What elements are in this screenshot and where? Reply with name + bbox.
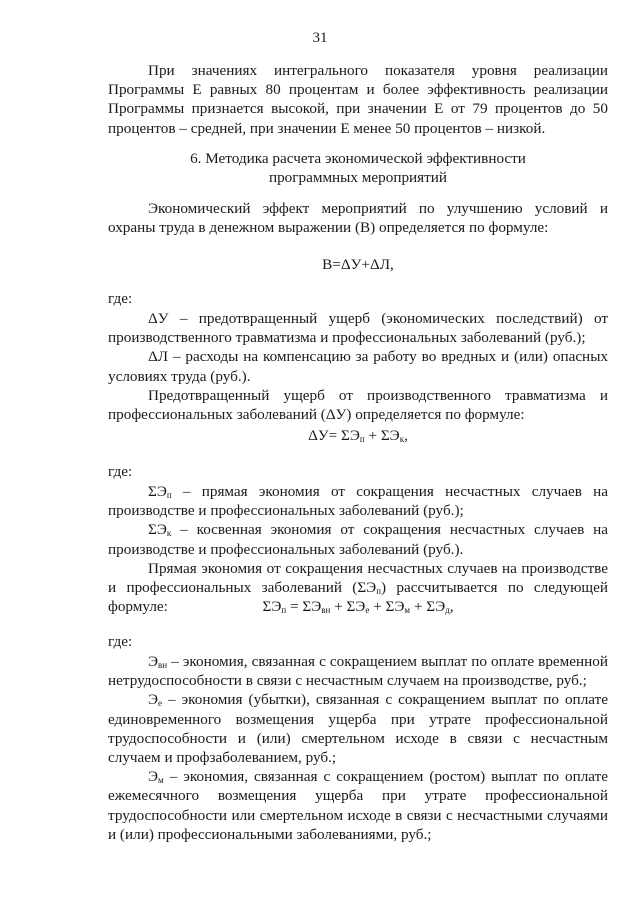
formula-effect: В=ΔУ+ΔЛ, (322, 256, 394, 273)
direct-savings-text: Прямая экономия от сокращения несчастных случаев на производстве и профессиональных заболеваний $(\Sigma Э_п)$ рассчитывается по следующей формуле: (108, 559, 608, 616)
section-title-line-2: программных мероприятий (268, 169, 448, 187)
definitions-block-2 (108, 482, 608, 616)
page-number: 31 (312, 30, 328, 46)
section-title-line-1: 6. Методика расчета экономической эффективности (190, 150, 526, 167)
where-label-2: где: (108, 463, 133, 480)
definition-e-vn: $Э_{вн}$ – экономия, связанная с сокращением выплат по оплате временной нетрудоспособности в связи с несчастным случаем на производстве, руб.; (108, 653, 608, 690)
definition-sum-ek: $\Sigma Э_к$ – косвенная экономия от сокращения несчастных случаев на производстве и профессиональных заболеваний (руб.). (108, 521, 608, 558)
formula-prevented-damage: $\Delta У= \Sigma Э_п + \Sigma Э_к$, (308, 427, 408, 444)
definition-sum-ep: $\Sigma Э_п$ – прямая экономия от сокращения несчастных случаев на производстве и профессиональных заболеваний (руб.); (108, 483, 608, 520)
definition-delta-l: ΔЛ – расходы на компенсацию за работу во вредных и (или) опасных условиях труда (руб.). (108, 348, 608, 385)
prevented-damage-text: Предотвращенный ущерб от производственного травматизма и профессиональных заболеваний (ΔУ) определяется по формуле: (108, 386, 608, 424)
effect-text: Экономический эффект мероприятий по улучшению условий и охраны труда в денежном выражении (В) определяется по формуле: (108, 200, 608, 237)
intro-text: При значениях интегрального показателя уровня реализации Программы Е равных 80 процентам и более эффективность реализации Программы признается высокой, при значении Е от 79 процентов до 50 процентов – средней, при значении Е менее 50 процентов – низкой. (108, 62, 608, 137)
where-label-3: где: (108, 633, 133, 650)
intro-paragraph (108, 61, 608, 138)
where-label-1: где: (108, 290, 133, 307)
definitions-block-1 (108, 309, 608, 424)
definition-e-e: $Э_е$ – экономия (убытки), связанная с сокращением выплат по оплате единовременного возмещения ущерба при утрате профессиональной трудоспособности и (или) смертельном исходе в связи с несчастным случаем и профзаболеванием, руб.; (108, 691, 608, 767)
definition-e-m: $Э_м$ – экономия, связанная с сокращением (ростом) выплат по оплате ежемесячного возмещения ущерба при утрате профессиональной трудоспособности или смертельном исходе в связи с несчастными случаями и (или) профессиональными заболеваниями, руб.; (108, 768, 608, 843)
definition-delta-u: ΔУ – предотвращенный ущерб (экономических последствий) от производственного травматизма и профессиональных заболеваний (руб.); (108, 310, 608, 347)
effect-paragraph (108, 199, 608, 237)
formula-direct-savings: $\Sigma Э_п = \Sigma Э_{вн} + \Sigma Э_е + \Sigma Э_м + \Sigma Э_д$, (262, 598, 454, 615)
section-heading (108, 149, 608, 187)
definitions-block-3 (108, 652, 608, 844)
